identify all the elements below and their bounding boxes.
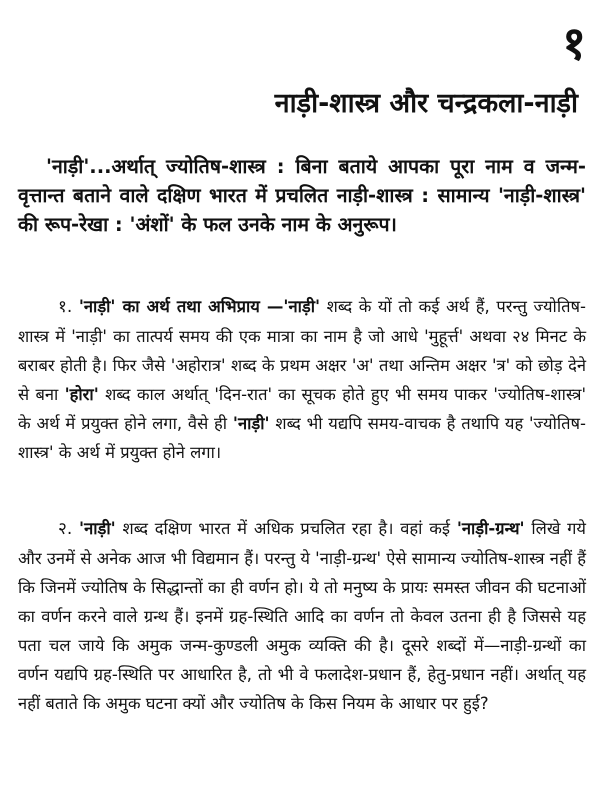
paragraph-text: शब्द के यों तो कई अर्थ हैं, परन्तु ज्योतिष-शास्त्र में 'नाड़ी' का तात्पर्य समय की एक मात्रा का नाम है जो आधे 'मुहूर्त्त' अथवा २४ मिनट के बराबर होती है। फिर जैसे 'अहोरात्र' शब्द के प्रथम अक्षर 'अ' तथा अन्तिम अक्षर 'त्र' को छोड़ देने से बना <box>18 297 586 404</box>
paragraph-text: शब्द दक्षिण भारत में अधिक प्रचलित रहा है। वहां कई <box>122 519 451 538</box>
paragraph-text: शब्द काल अर्थात् 'दिन-रात' का सूचक होते हुए भी समय पाकर 'ज्योतिष-शास्त्र' के अर्थ में प्रयुक्त होने लगा, वैसे ही <box>18 385 586 433</box>
term-hora: 'होरा' <box>64 385 99 404</box>
page-number: १ <box>562 16 586 70</box>
chapter-title: नाड़ी-शास्त्र और चन्द्रकला-नाड़ी <box>274 88 578 119</box>
term-nadi: 'नाड़ी' <box>232 414 270 433</box>
chapter-summary: 'नाड़ी'...अर्थात् ज्योतिष-शास्त्र : बिना बताये आपका पूरा नाम व जन्म-वृत्तान्त बताने वाले दक्षिण भारत में प्रचलित नाड़ी-शास्त्र : सामान्य 'नाड़ी-शास्त्र' की रूप-रेखा : 'अंशों' के फल उनके नाम के अनुरूप। <box>18 155 586 236</box>
paragraph-1 <box>18 292 586 467</box>
paragraph-number: २. <box>58 519 73 539</box>
term-nadi-granth: 'नाड़ी-ग्रन्थ' <box>456 519 525 538</box>
paragraph-number: १. <box>58 297 73 317</box>
paragraph-heading: 'नाड़ी' का अर्थ तथा अभिप्राय —'नाड़ी' <box>78 297 321 316</box>
paragraph-2 <box>18 514 586 718</box>
term-nadi: 'नाड़ी' <box>79 519 116 538</box>
paragraph-text: लिखे गये और उनमें से अनेक आज भी विद्यमान हैं। परन्तु ये 'नाड़ी-ग्रन्थ' ऐसे सामान्य ज्योतिष-शास्त्र नहीं हैं कि जिनमें ज्योतिष के सिद्धान्तों का ही वर्णन हो। ये तो मनुष्य के प्रायः समस्त जीवन की घटनाओं का वर्णन करने वाले ग्रन्थ हैं। इनमें ग्रह-स्थिति आदि का वर्णन तो केवल उतना ही है जिससे यह पता चल जाये कि अमुक जन्म-कुण्डली अमुक व्यक्ति की है। दूसरे शब्दों में—नाड़ी-ग्रन्थों का वर्णन यद्यपि ग्रह-स्थिति पर आधारित है, तो भी वे फलादेश-प्रधान हैं, हेतु-प्रधान नहीं। अर्थात् यह नहीं बताते कि अमुक घटना क्यों और ज्योतिष के किस नियम के आधार पर हुई? <box>18 519 586 713</box>
paragraph-text: शब्द भी यद्यपि समय-वाचक है तथापि यह 'ज्योतिष-शास्त्र' के अर्थ में प्रयुक्त होने लगा। <box>18 414 587 462</box>
